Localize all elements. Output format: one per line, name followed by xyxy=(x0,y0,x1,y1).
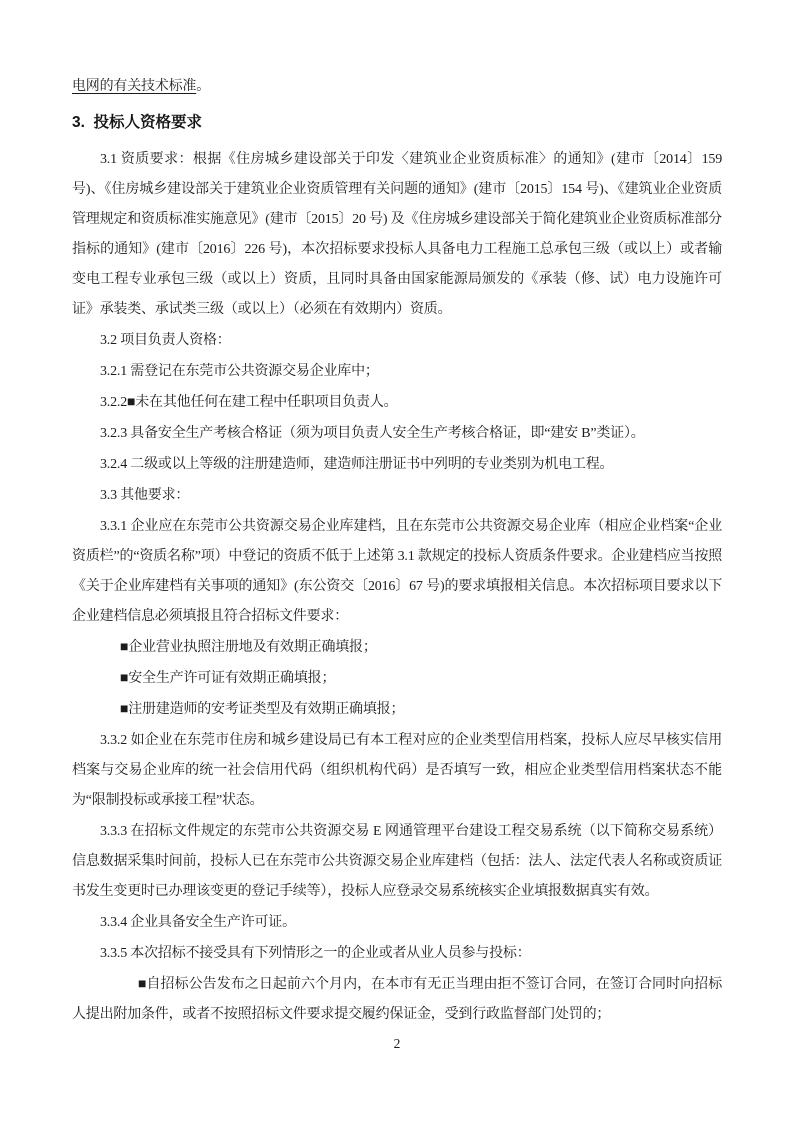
para-3-3-2: 3.3.2 如企业在东莞市住房和城乡建设局已有本工程对应的企业类型信用档案，投标人应尽早核实信用档案与交易企业库的统一社会信用代码（组织机构代码）是否填写一致，相应企业类型信用档案状态不能为“限制投标或承接工程”状态。 xyxy=(72,733,722,808)
para-3-2: 3.2 项目负责人资格： xyxy=(100,333,231,348)
para-3-3: 3.3 其他要求： xyxy=(100,488,190,503)
bullet-item-safety-permit: ■安全生产许可证有效期正确填报； xyxy=(120,671,336,686)
para-3-3-1: 3.3.1 企业应在东莞市公共资源交易企业库建档，且在东莞市公共资源交易企业库（相应企业档案“企业资质栏”的“资质名称”项）中登记的资质不低于上述第 3.1 款规定的投标人资质条件要求。企业建档应当按照《关于企业库建档有关事项的通知》(东公资交〔2016〕67 号)的要求填报相关信息。本次招标项目要求以下企业建档信息必须填报且符合招标文件要求： xyxy=(72,519,722,624)
bullet-item-business-license: ■企业营业执照注册地及有效期正确填报； xyxy=(120,640,377,655)
para-3-3-5-bullet-item: ■自招标公告发布之日起前六个月内，在本市有无正当理由拒不签订合同，在签订合同时向招标人提出附加条件，或者不按照招标文件要求提交履约保证金，受到行政监督部门处罚的； xyxy=(72,977,722,1022)
para-3-2-2: 3.2.2■未在其他任何在建工程中任职项目负责人。 xyxy=(100,395,398,410)
para-3-3-4: 3.3.4 企业具备安全生产许可证。 xyxy=(100,915,296,930)
para-3-2-1: 3.2.1 需登记在东莞市公共资源交易企业库中； xyxy=(100,364,379,379)
page-number: 2 xyxy=(393,1036,401,1051)
para-3-2-4: 3.2.4 二级或以上等级的注册建造师，建造师注册证书中列明的专业类别为机电工程。 xyxy=(100,457,614,472)
intro-period: 。 xyxy=(196,79,211,94)
bullet-item-constructor-cert: ■注册建造师的安考证类型及有效期正确填报； xyxy=(120,702,405,717)
para-3-3-3: 3.3.3 在招标文件规定的东莞市公共资源交易 E 网通管理平台建设工程交易系统（以下简称交易系统）信息数据采集时间前，投标人已在东莞市公共资源交易企业库建档（包括：法人、法定代表人名称或资质证书发生变更时已办理该变更的登记手续等），投标人应登录交易系统核实企业填报数据真实有效。 xyxy=(72,824,722,899)
para-3-3-5: 3.3.5 本次招标不接受具有下列情形之一的企业或者从业人员参与投标： xyxy=(100,946,531,961)
intro-underlined-text: 电网的有关技术标准 xyxy=(72,79,197,94)
intro-line xyxy=(72,72,722,102)
para-3-2-3: 3.2.3 具备安全生产考核合格证（须为项目负责人安全生产考核合格证，即“建安 B”类证）。 xyxy=(100,426,645,441)
section-heading: 3. 投标人资格要求 xyxy=(72,114,203,131)
para-3-1: 3.1 资质要求：根据《住房城乡建设部关于印发〈建筑业企业资质标准〉的通知》(建市〔2014〕159 号)、《住房城乡建设部关于建筑业企业资质管理有关问题的通知》(建市〔2015〕154 号)、《建筑业企业资质管理规定和资质标准实施意见》(建市〔2015〕20 号) 及《住房城乡建设部关于简化建筑业企业资质标准部分指标的通知》(建市〔2016〕226 号)，本次招标要求投标人具备电力工程施工总承包三级（或以上）或者输变电工程专业承包三级（或以上）资质，且同时具备由国家能源局颁发的《承装（修、试）电力设施许可证》承装类、承试类三级（或以上）（必须在有效期内）资质。 xyxy=(72,152,722,317)
